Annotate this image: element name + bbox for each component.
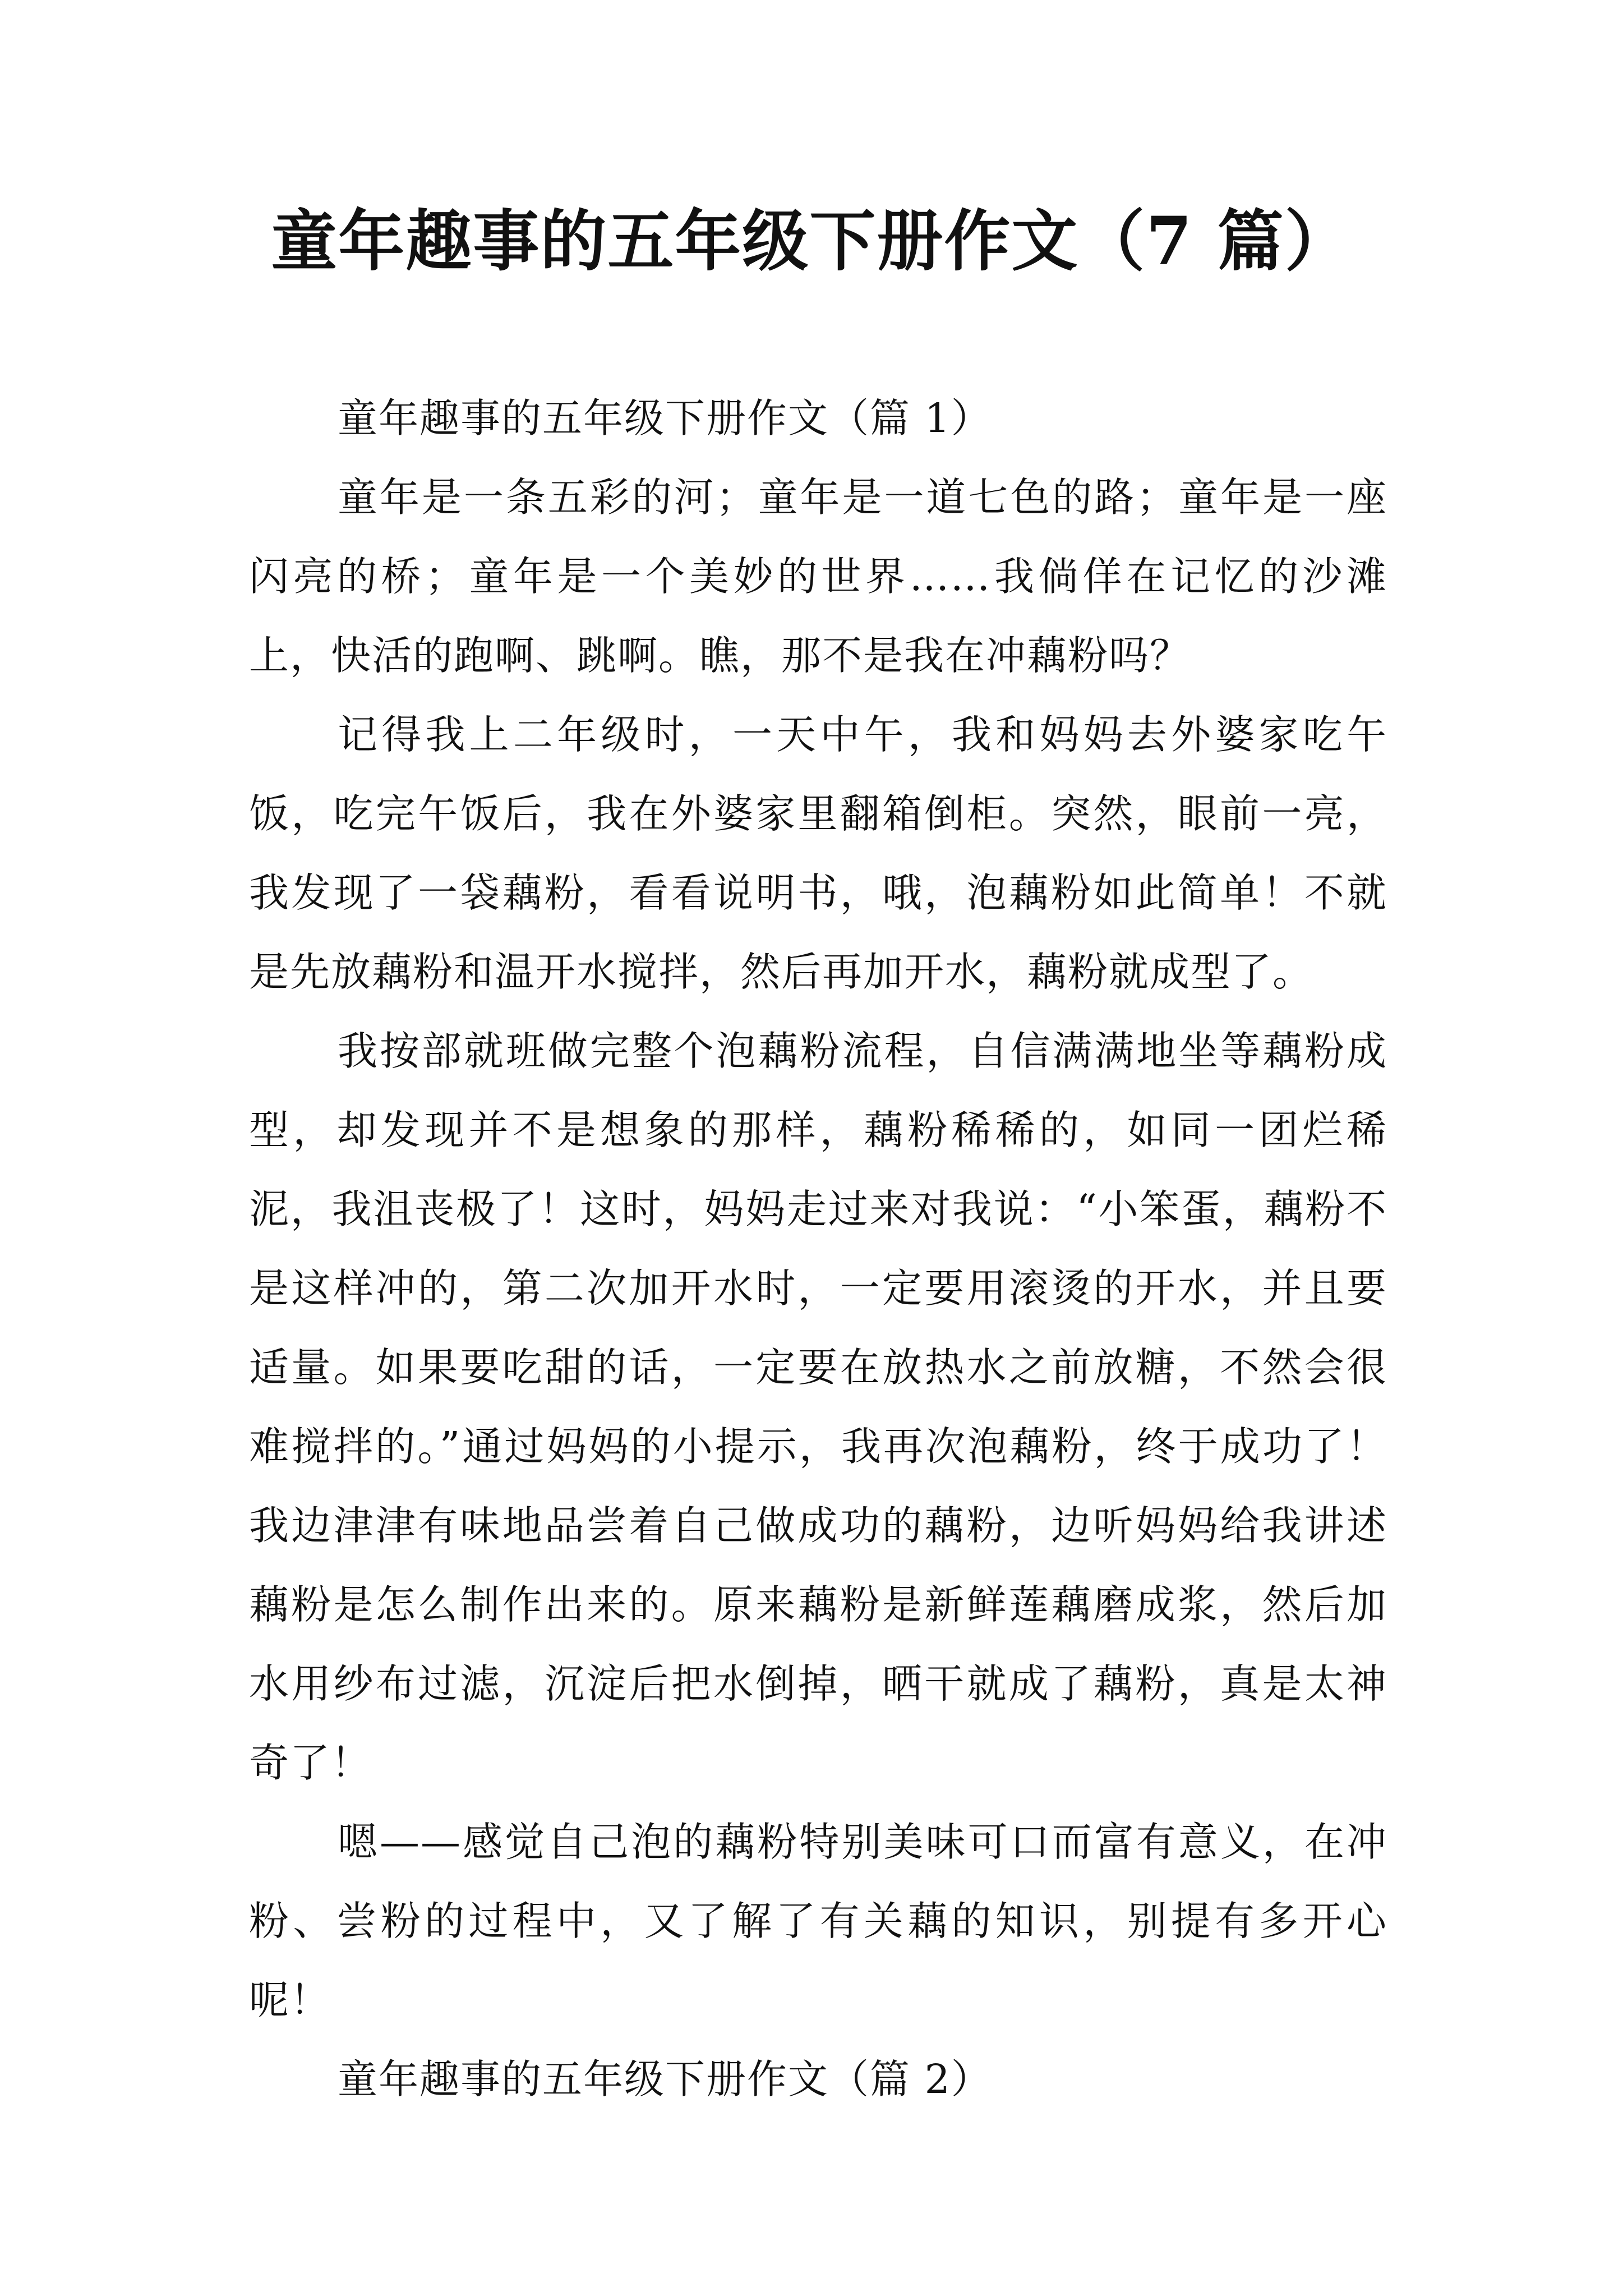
document-body bbox=[249, 379, 1387, 2119]
section-heading-2: 童年趣事的五年级下册作文（篇 2） bbox=[338, 2056, 992, 2102]
section-heading-1: 童年趣事的五年级下册作文（篇 1） bbox=[338, 395, 992, 441]
paragraph-3: 我按部就班做完整个泡藕粉流程，自信满满地坐等藕粉成型，却发现并不是想象的那样，藕粉稀稀的，如同一团烂稀泥，我沮丧极了！这时，妈妈走过来对我说：“小笨蛋，藕粉不是这样冲的，第二次加开水时，一定要用滚烫的开水，并且要适量。如果要吃甜的话，一定要在放热水之前放糖，不然会很难搅拌的。”通过妈妈的小提示，我再次泡藕粉，终于成功了！我边津津有味地品尝着自己做成功的藕粉，边听妈妈给我讲述藕粉是怎么制作出来的。原来藕粉是新鲜莲藕磨成浆，然后加水用纱布过滤，沉淀后把水倒掉，晒干就成了藕粉，真是太神奇了！ bbox=[249, 1028, 1387, 1786]
paragraph-1: 童年是一条五彩的河；童年是一道七色的路；童年是一座闪亮的桥；童年是一个美妙的世界……我倘佯在记忆的沙滩上，快活的跑啊、跳啊。瞧，那不是我在冲藕粉吗？ bbox=[249, 474, 1387, 679]
paragraph-4: 嗯——感觉自己泡的藕粉特别美味可口而富有意义，在冲粉、尝粉的过程中，又了解了有关藕的知识，别提有多开心呢！ bbox=[249, 1819, 1387, 2023]
paragraph-2: 记得我上二年级时，一天中午，我和妈妈去外婆家吃午饭，吃完午饭后，我在外婆家里翻箱倒柜。突然，眼前一亮，我发现了一袋藕粉，看看说明书，哦，泡藕粉如此简单！不就是先放藕粉和温开水搅拌，然后再加开水，藕粉就成型了。 bbox=[249, 711, 1387, 995]
document-title: 童年趣事的五年级下册作文（7 篇） bbox=[271, 202, 1352, 280]
